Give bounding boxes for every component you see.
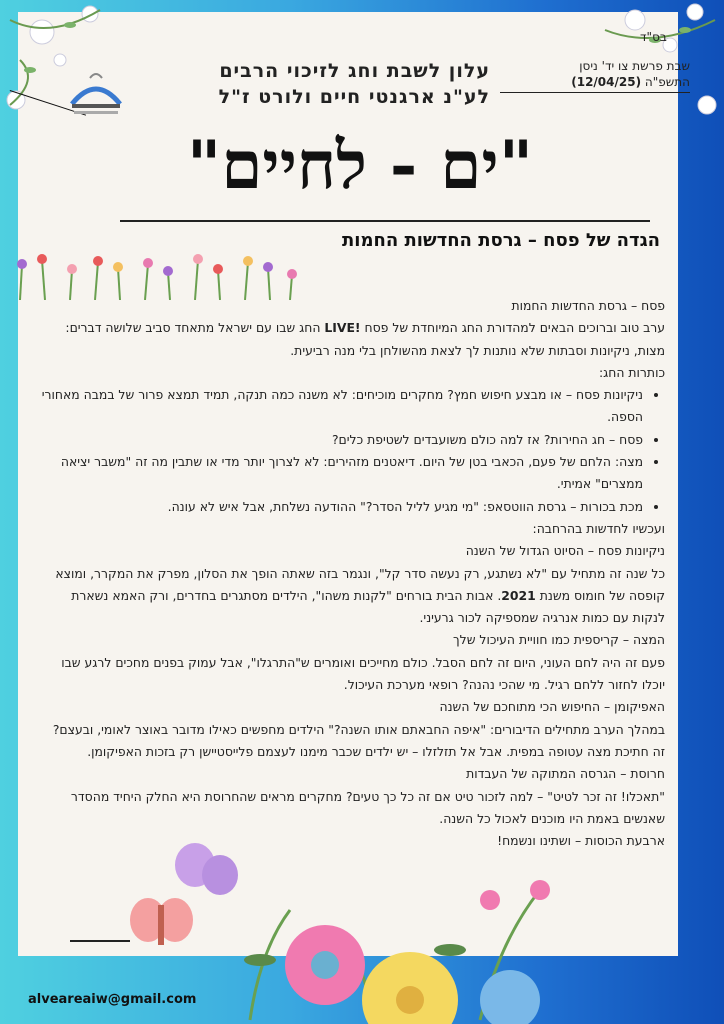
section-title: ניקיונות פסח – הסיוט הגדול של השנה <box>465 543 665 559</box>
logo-bridge-icon <box>68 68 124 118</box>
s1-text-b: . אבות הבית בורחים "לקנות משהו", הילדים מסתגרים בחדרים, ורק האמא נשארת לנקות עם כמות אנרגיה שמספיקה לכור גרעיני. <box>71 587 665 626</box>
list-item: • מכת בכורות – גרסת הווטסאפ: "מי מגיע לליל הסדר?" ההודעה נשלחת, אבל איש לא עונה. <box>40 496 643 518</box>
section-title: המצה – קריספית כמו חוויית העיכול שלך <box>453 632 665 648</box>
headlines-list <box>40 384 665 518</box>
date-line <box>500 74 690 90</box>
article-body <box>40 295 665 852</box>
date-block <box>500 58 690 93</box>
bsd-mark: בס"ד <box>640 30 667 44</box>
main-title: "ים - לחיים" <box>186 126 534 204</box>
intro-text-a: ערב טוב וברוכים הבאים למהדורת החג המיוחדת של פסח <box>360 320 665 336</box>
now-expand: ועכשיו לחדשות בהרחבה: <box>532 520 665 536</box>
butterfly-icon <box>130 898 193 945</box>
section-text: פעם זה היה לחם העוני, היום זה לחם הסבל. כולם מחייכים ואומרים ש"התרגלו", אבל עמוק בפנים מחכים לרגע שבו יוכלו לחזור ללחם רגיל. מי שהכי נהנה? רופאי מערכת העיכול. <box>61 654 665 693</box>
bottom-flowers-icon <box>120 830 720 1024</box>
section-text <box>40 563 665 630</box>
headlines-title: כותרות החג: <box>599 364 665 380</box>
section-title: חרוסת – הגרסה המתוקה של העבדות <box>466 766 665 782</box>
list-item: • פסח – חג החירות? אז למה כולם משועבדים לשטיפת כלים? <box>40 429 643 451</box>
intro-text-b: החג שבו עם ישראל מתאחד סביב שלושה דברים: מצות, ניקיונות וסבתות שלא נותנות לך לצאת מהשולחן בלי מנה רביעית. <box>65 320 665 358</box>
date-underline <box>500 92 690 93</box>
s1-text-a: כל שנה זה מתחיל עם "לא נשתגע, רק נעשה סדר קל", ונגמר בזה שאתה הופך את הסלון, מפרק את המקרר, ומוצא קופסה של חומוס משנת <box>55 565 665 603</box>
flower-icon <box>285 880 550 1024</box>
title-divider <box>120 220 650 222</box>
year-prefix: התשפ"ה <box>644 75 690 89</box>
flower-strip-icon <box>10 250 300 300</box>
gregorian-date: (12/04/25) <box>571 75 642 89</box>
list-item: • ניקיונות פסח – או מבצע חיפוש חמץ? מחקרים מוכיחים: לא משנה כמה תנקה, תמיד תמצא פרור של במבה מאחורי הספה. <box>40 384 643 429</box>
subtitle: הגדה של פסח – גרסת החדשות החמות <box>341 230 660 251</box>
section-text: במהלך הערב מתחילים הדיבורים: "איפה החבאתם אותו השנה?" הילדים מחפשים כאילו מדובר באוצר לאומי, ובעצם? זה חתיכת מצה עטופה במפית. אבל אל תזלזלו – יש ילדים שכבר מימנו לעצמם פלייסטיישן רק בזכות האפיקומן. <box>52 721 665 759</box>
parasha-line: שבת פרשת צו יד' ניסן <box>579 59 690 73</box>
s1-year: 2021 <box>501 587 536 603</box>
butterfly-purple-icon <box>175 843 238 895</box>
intro-paragraph <box>40 317 665 362</box>
list-item: • מצה: הלחם של פעם, הכאבי בטן של היום. דיאטנים מזהירים: לא לצרוך יותר מדי או שתבין מה זה "משבר יציאה ממצרים" אמיתי. <box>40 451 643 496</box>
closing-line: ארבעת הכוסות – ושתינו ונשמח! <box>497 833 665 849</box>
section-text: "תאכלו! זה זכר לטיט" – למה לזכור טיט אם זה כל כך טעים? מחקרים מראים שהחרוסת היא החלק היחיד מהסדר שאנשים באמת היו מוכנים לאכול כל השנה. <box>70 788 665 826</box>
publication-line-1: עלון לשבת וחג לזיכוי הרבים <box>219 60 490 82</box>
section-title: האפיקומן – החיפוש הכי מתוחכם של השנה <box>439 699 665 715</box>
intro-title: פסח – גרסת החדשות החמות <box>511 298 665 313</box>
publication-line-2: לע"נ ארגנטי חיים ולורט ז"ל <box>218 86 490 108</box>
live-badge: LIVE! <box>324 320 361 336</box>
contact-email[interactable]: alveareaiw@gmail.com <box>28 992 197 1007</box>
